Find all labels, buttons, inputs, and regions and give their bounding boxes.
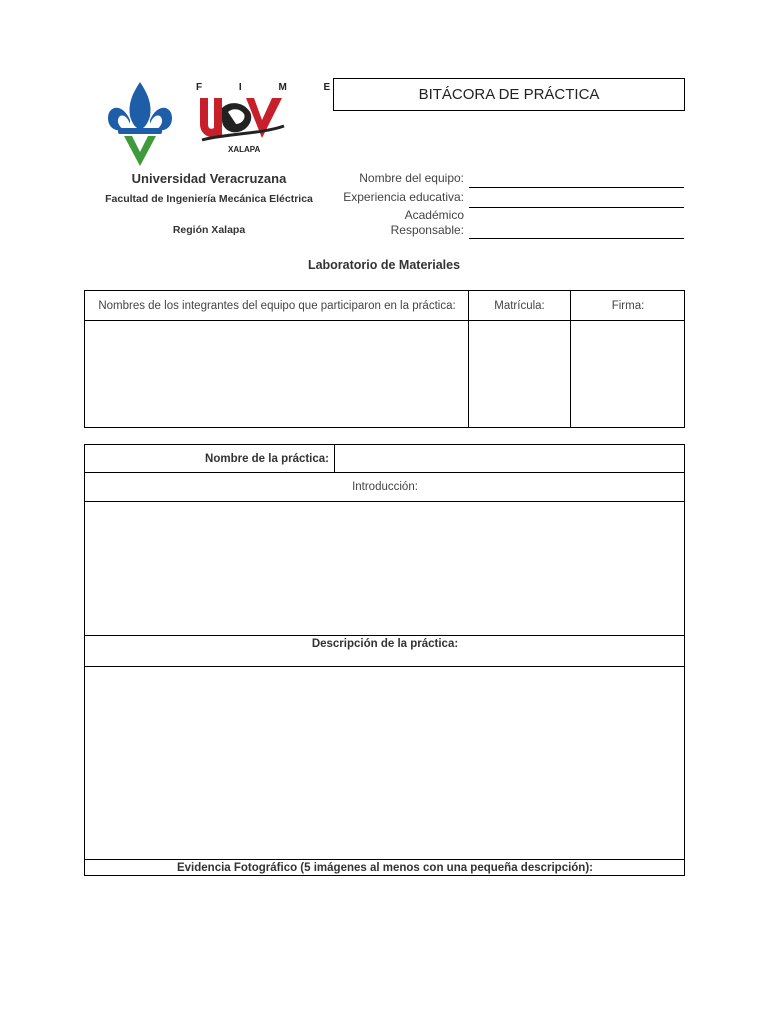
members-signature-header: Firma:: [611, 299, 645, 312]
document-title: [333, 78, 685, 111]
description-area[interactable]: [85, 667, 685, 859]
educational-experience-label: Experiencia educativa:: [343, 190, 464, 204]
fime-logo-text: F I M E: [196, 82, 348, 93]
practice-name-field[interactable]: [335, 445, 685, 472]
team-name-label: Nombre del equipo:: [359, 171, 464, 185]
faculty-name: Facultad de Ingeniería Mecánica Eléctrica: [105, 193, 313, 205]
introduction-header: Introducción:: [352, 481, 418, 493]
university-name: Universidad Veracruzana: [131, 171, 287, 186]
universidad-veracruzana-logo: [104, 80, 176, 168]
introduction-area[interactable]: [85, 502, 685, 635]
team-name-field[interactable]: [469, 187, 684, 188]
lab-title: Laboratorio de Materiales: [307, 258, 461, 272]
description-header: Descripción de la práctica:: [311, 638, 459, 650]
practice-name-label: Nombre de la práctica:: [205, 452, 329, 465]
document-title-text: BITÁCORA DE PRÁCTICA: [418, 86, 600, 103]
fime-uv-logo: [192, 78, 348, 156]
members-names-header: Nombres de los integrantes del equipo que participaron en la práctica:: [98, 299, 456, 312]
educational-experience-field[interactable]: [469, 207, 684, 208]
region-name: Región Xalapa: [172, 224, 246, 236]
fleur-de-lis-icon: [104, 80, 176, 168]
academic-responsible-field[interactable]: [469, 238, 684, 239]
members-id-header: Matrícula:: [494, 299, 545, 312]
academic-label-line1: Académico: [404, 208, 464, 222]
fime-city-text: XALAPA: [228, 145, 261, 154]
members-id-cell[interactable]: [469, 321, 570, 427]
practice-table: [84, 444, 685, 876]
academic-label-line2: Responsable:: [390, 223, 464, 237]
members-signature-cell[interactable]: [571, 321, 685, 427]
members-names-cell[interactable]: [85, 321, 468, 427]
photo-evidence-header: Evidencia Fotográfico (5 imágenes al menos con una pequeña descripción):: [176, 861, 593, 874]
members-table: [84, 290, 685, 428]
